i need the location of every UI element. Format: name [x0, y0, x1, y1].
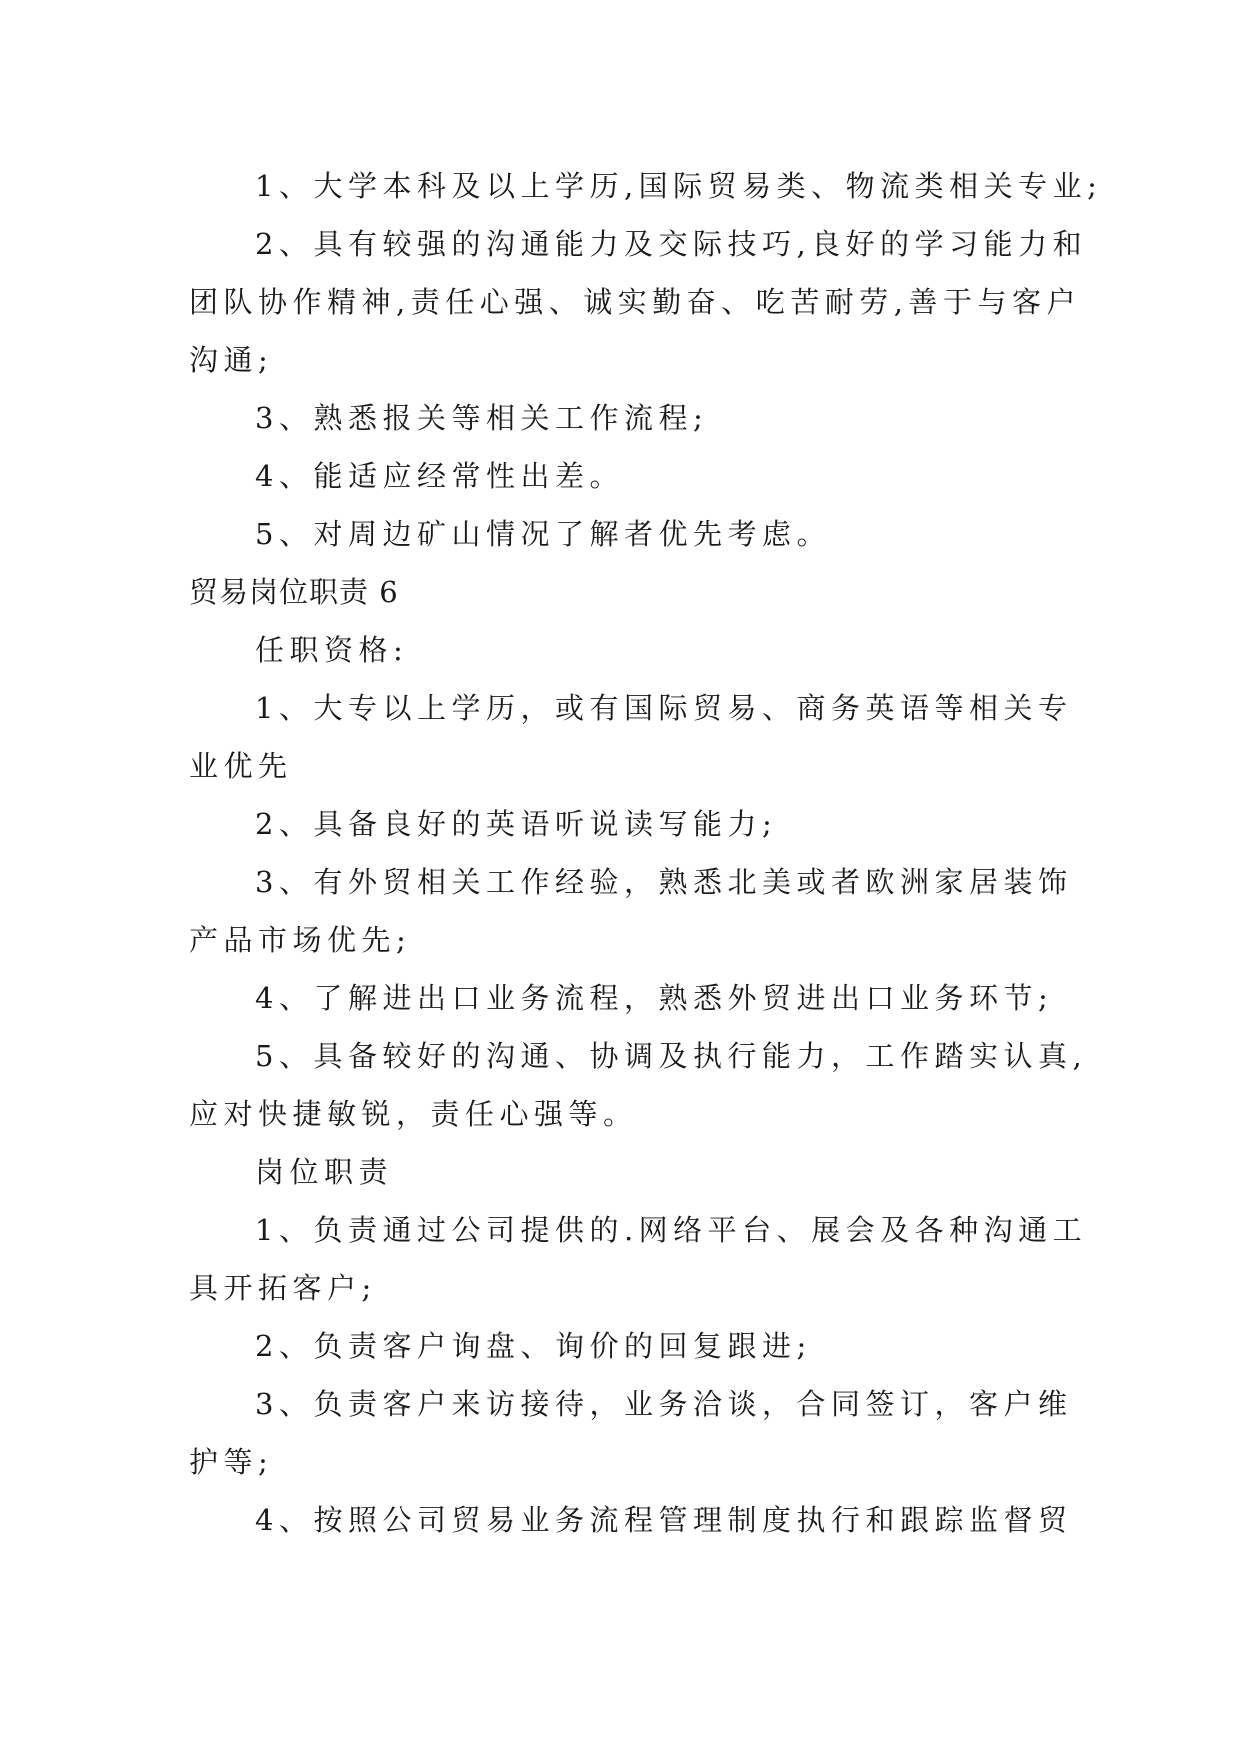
text-line: 4、能适应经常性出差。	[255, 459, 624, 493]
text-line: 护等;	[189, 1445, 274, 1479]
text-line: 1、大专以上学历，或有国际贸易、商务英语等相关专	[255, 691, 1073, 725]
text-line: 业优先	[189, 749, 293, 783]
subheading-responsibilities: 岗位职责	[255, 1155, 394, 1189]
text-line: 沟通;	[189, 343, 274, 377]
section-heading: 贸易岗位职责 6	[189, 575, 399, 609]
text-line: 2、具备良好的英语听说读写能力;	[255, 807, 778, 841]
text-line: 具开拓客户;	[189, 1271, 377, 1305]
text-line: 产品市场优先;	[189, 923, 412, 957]
text-line: 2、具有较强的沟通能力及交际技巧,良好的学习能力和	[255, 227, 1088, 261]
text-line: 3、熟悉报关等相关工作流程;	[255, 401, 709, 435]
text-line: 3、有外贸相关工作经验，熟悉北美或者欧洲家居装饰	[255, 865, 1073, 899]
text-line: 1、负责通过公司提供的.网络平台、展会及各种沟通工	[255, 1213, 1088, 1247]
text-line: 团队协作精神,责任心强、诚实勤奋、吃苦耐劳,善于与客户	[189, 285, 1081, 319]
text-line: 3、负责客户来访接待，业务洽谈，合同签订，客户维	[255, 1387, 1073, 1421]
text-line: 2、负责客户询盘、询价的回复跟进;	[255, 1329, 812, 1363]
text-line: 应对快捷敏锐，责任心强等。	[189, 1097, 638, 1131]
text-line: 5、对周边矿山情况了解者优先考虑。	[255, 517, 831, 551]
text-line: 4、按照公司贸易业务流程管理制度执行和跟踪监督贸	[255, 1503, 1073, 1537]
text-line: 5、具备较好的沟通、协调及执行能力，工作踏实认真,	[255, 1039, 1088, 1073]
text-line: 1、大学本科及以上学历,国际贸易类、物流类相关专业;	[255, 169, 1103, 203]
subheading-qualifications: 任职资格:	[255, 633, 409, 667]
text-line: 4、了解进出口业务流程，熟悉外贸进出口业务环节;	[255, 981, 1054, 1015]
